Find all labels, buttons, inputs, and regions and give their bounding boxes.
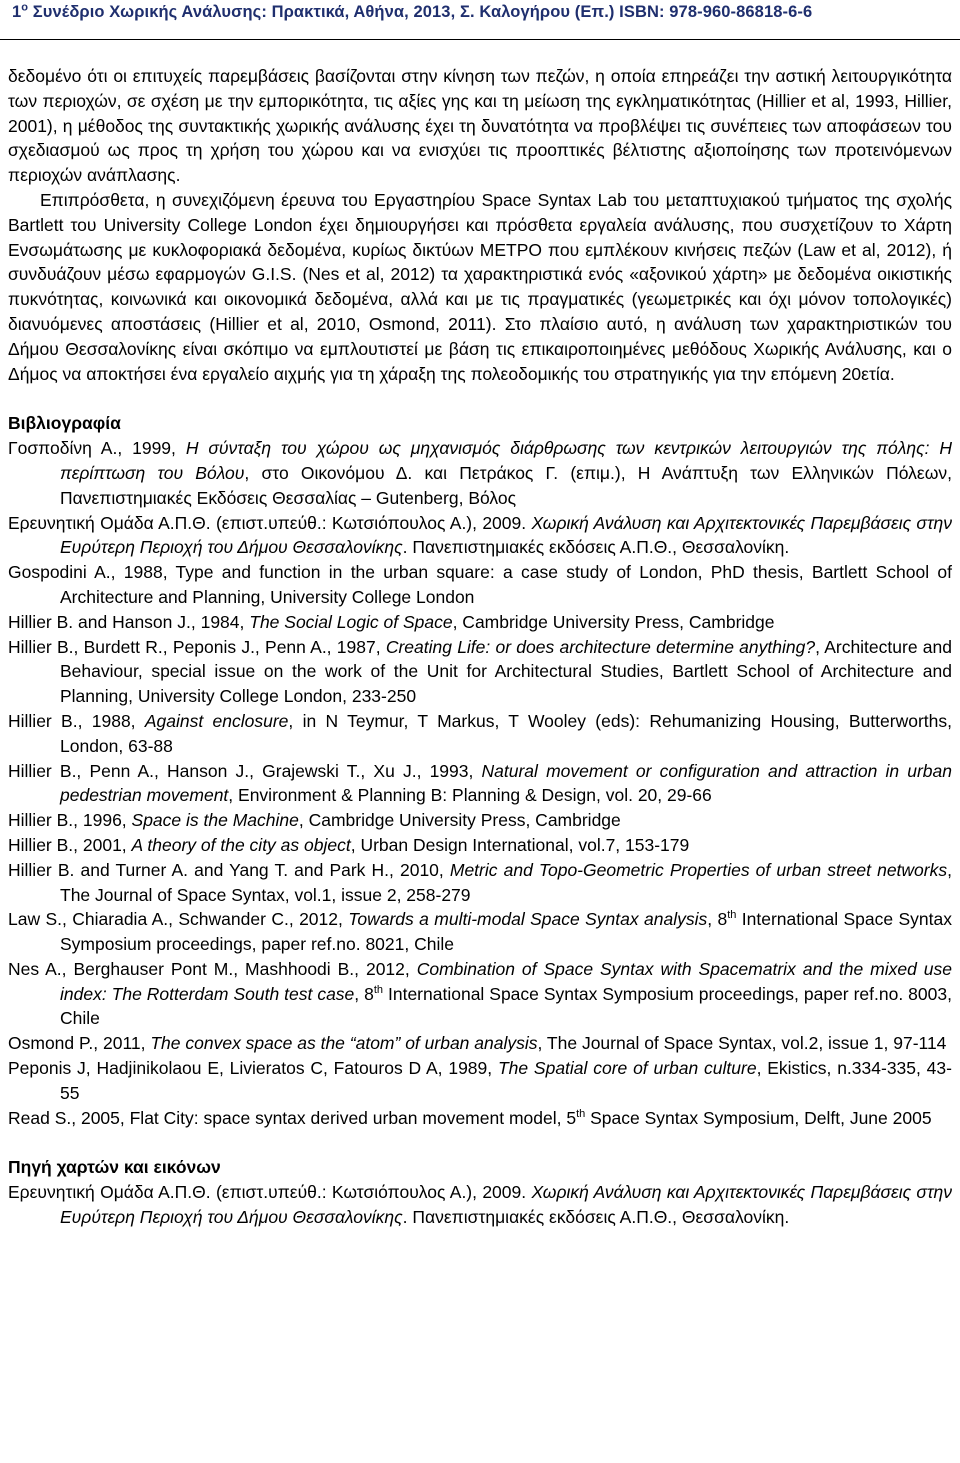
sources-heading: Πηγή χαρτών και εικόνων	[8, 1157, 221, 1178]
reference-text: Γοσποδίνη Α., 1999,	[8, 438, 186, 459]
reference-text: , Cambridge University Press, Cambridge	[452, 611, 775, 632]
reference-superscript: th	[576, 1107, 586, 1120]
reference-entry	[8, 560, 952, 610]
reference-text: Peponis J, Hadjinikolaou E, Livieratos C, Fatouros D A, 1989,	[8, 1058, 498, 1079]
reference-text: Law S., Chiaradia A., Schwander C., 2012,	[8, 909, 349, 930]
reference-text: , Urban Design International, vol.7, 153-179	[350, 834, 690, 855]
reference-text: Ερευνητική Ομάδα Α.Π.Θ. (επιστ.υπεύθ.: Κωτσιόπουλος Α.), 2009.	[8, 512, 532, 533]
reference-title: Towards a multi-modal Space Syntax analysis	[348, 909, 708, 930]
reference-text: . Πανεπιστημιακές εκδόσεις Α.Π.Θ., Θεσσαλονίκη.	[402, 1207, 790, 1228]
reference-entry	[8, 1031, 952, 1056]
bibliography-list	[8, 436, 952, 1130]
reference-text: Hillier B., Burdett R., Peponis J., Penn A., 1987,	[8, 636, 386, 657]
reference-text: Hillier B., 2001,	[8, 834, 132, 855]
reference-entry	[8, 957, 952, 1031]
reference-text: , Cambridge University Press, Cambridge	[298, 810, 621, 831]
reference-text: International Space Syntax Symposium proceedings, paper ref.no. 8021, Chile	[60, 909, 952, 955]
reference-text: , 8	[354, 983, 374, 1004]
reference-entry	[8, 833, 952, 858]
reference-text: , The Journal of Space Syntax, vol.2, issue 1, 97-114	[537, 1033, 947, 1054]
reference-entry	[8, 1180, 952, 1230]
reference-entry	[8, 759, 952, 809]
reference-entry	[8, 1056, 952, 1106]
reference-title: Space is the Machine	[131, 810, 299, 831]
reference-text: Hillier B., Penn A., Hanson J., Grajewski T., Xu J., 1993,	[8, 760, 482, 781]
reference-text: , Architecture and Behaviour, special issue on the work of the Unit for Architectural Studies, Bartlett School of Architecture and Planning, University College London, 233-250	[60, 636, 952, 707]
reference-text: Osmond P., 2011,	[8, 1033, 151, 1054]
reference-entry	[8, 635, 952, 709]
reference-title: The convex space as the “atom” of urban analysis	[150, 1033, 538, 1054]
reference-title: Η σύνταξη του χώρου ως μηχανισμός διάρθρωσης των κεντρικών λειτουργιών της πόλης: Η περίπτωση του Βόλου	[60, 438, 952, 483]
reference-title: Χωρική Ανάλυση και Αρχιτεκτονικές Παρεμβάσεις στην Ευρύτερη Περιοχή του Δήμου Θεσσαλονίκης	[60, 512, 952, 558]
reference-text: Hillier B., 1996,	[8, 810, 132, 831]
reference-title: Creating Life: or does architecture determine anything?	[385, 636, 816, 657]
reference-entry	[8, 907, 952, 957]
reference-text: , Ekistics, n.334-335, 43-55	[60, 1058, 952, 1103]
bibliography-heading: Βιβλιογραφία	[8, 413, 121, 434]
reference-title: Χωρική Ανάλυση και Αρχιτεκτονικές Παρεμβάσεις στην Ευρύτερη Περιοχή του Δήμου Θεσσαλονίκης	[60, 1182, 952, 1228]
reference-text: Gospodini A., 1988, Type and function in the urban square: a case study of London, PhD thesis, Bartlett School of Architecture and Planning, University College London	[8, 562, 952, 607]
running-header	[0, 0, 960, 40]
reference-text: , The Journal of Space Syntax, vol.1, issue 2, 258-279	[60, 859, 952, 905]
reference-entry	[8, 709, 952, 759]
reference-title: The Social Logic of Space	[249, 611, 453, 632]
reference-text: Nes A., Berghauser Pont M., Mashhoodi B., 2012,	[8, 958, 417, 979]
reference-text: Hillier B. and Hanson J., 1984,	[8, 611, 250, 632]
reference-text: Hillier B. and Turner A. and Yang T. and Park H., 2010,	[8, 859, 450, 880]
body-paragraph: Επιπρόσθετα, η συνεχιζόμενη έρευνα του Εργαστηρίου Space Syntax Lab του μεταπτυχιακού τμήματος της σχολής Bartlett του University College London έχει δημιουργήσει και πρόσθετα εργαλεία ανάλυσης, που συσχετίζουν το Χάρτη Ενσωμάτωσης με κυκλοφοριακά δεδομένα, κυρίως δικτύων ΜΕΤΡΟ που εμπλέκουν κινήσεις πεζών (Law et al, 2012), ή συνδυάζουν μέσω εφαρμογών G.I.S. (Nes et al, 2012) τα χαρακτηριστικά ενός «αξονικού χάρτη» με δεδομένα οικιστικής πυκνότητας, κοινωνικά και οικονομικά δεδομένα, αλλά και με τις πραγματικές (γεωμετρικές και όχι μόνον τοπολογικές) διανυόμενες αποστάσεις (Hillier et al, 2010, Osmond, 2011). Στο πλαίσιο αυτό, η ανάλυση των χαρακτηριστικών του Δήμου Θεσσαλονίκης είναι σκόπιμο να εμπλουτιστεί με βάση τις επικαιροποιημένες μεθόδους Χωρικής Ανάλυσης, και ο Δήμος να αποκτήσει ένα εργαλείο αιχμής για τη χάραξη της πολεοδομικής του στρατηγικής για την επόμενη 20ετία.	[8, 189, 952, 384]
reference-entry	[8, 858, 952, 908]
reference-entry	[8, 511, 952, 561]
header-number: 1	[12, 3, 22, 21]
body-paragraph: δεδομένο ότι οι επιτυχείς παρεμβάσεις βασίζονται στην κίνηση των πεζών, η οποία επηρεάζει την αστική λειτουργικότητα των περιοχών, σε σχέση με την εμπορικότητα, τις αξίες γης και τη μείωση της εγκληματικότητας (Hillier et al, 1993, Hillier, 2001), η μέθοδος της συντακτικής χωρικής ανάλυσης έχει τη δυνατότητα να προβλέψει τις συνέπειες των αποφάσεων του σχεδιασμού ως προς τη χρήση του χώρου και να ενισχύει τις προοπτικές βέλτιστης αξιοποίησης των προτεινόμενων περιοχών ανάπλασης.	[8, 66, 952, 186]
reference-entry	[8, 808, 952, 833]
reference-title: Combination of Space Syntax with Spacematrix and the mixed use index: The Rotterdam South test case	[60, 958, 952, 1004]
reference-title: Against enclosure	[144, 710, 289, 731]
reference-text: International Space Syntax Symposium proceedings, paper ref.no. 8003, Chile	[60, 983, 952, 1029]
reference-entry	[8, 436, 952, 510]
reference-entry	[8, 610, 952, 635]
reference-title: Metric and Topo-Geometric Properties of urban street networks	[449, 859, 948, 880]
reference-text: Space Syntax Symposium, Delft, June 2005	[585, 1107, 932, 1128]
sources-list	[8, 1180, 952, 1230]
reference-title: The Spatial core of urban culture	[497, 1058, 757, 1079]
reference-superscript: th	[373, 983, 384, 996]
reference-entry	[8, 1106, 952, 1131]
reference-title: A theory of the city as object	[131, 834, 351, 855]
reference-text: , Environment & Planning B: Planning & Design, vol. 20, 29-66	[228, 785, 712, 806]
header-ordinal: ο	[21, 1, 29, 14]
reference-text: , στο Οικονόμου Δ. και Πετράκος Γ. (επιμ.), Η Ανάπτυξη των Ελληνικών Πόλεων, Πανεπιστημιακές Εκδόσεις Θεσσαλίας – Gutenberg, Βόλος	[60, 462, 952, 508]
reference-text: , in N Teymur, T Markus, T Wooley (eds): Rehumanizing Housing, Butterworths, London, 63-88	[60, 710, 952, 756]
reference-title: Natural movement or configuration and attraction in urban pedestrian movement	[60, 760, 952, 806]
reference-text: , 8	[707, 909, 728, 930]
reference-text: Ερευνητική Ομάδα Α.Π.Θ. (επιστ.υπεύθ.: Κωτσιόπουλος Α.), 2009.	[8, 1182, 532, 1203]
header-text: Συνέδριο Χωρικής Ανάλυσης: Πρακτικά, Αθήνα, 2013, Σ. Καλογήρου (Επ.) ISBN: 978-960-86818-6-6	[28, 3, 813, 21]
reference-text: Hillier B., 1988,	[8, 710, 145, 731]
reference-superscript: th	[727, 909, 737, 922]
reference-text: . Πανεπιστημιακές εκδόσεις Α.Π.Θ., Θεσσαλονίκη.	[402, 537, 790, 558]
reference-text: Read S., 2005, Flat City: space syntax derived urban movement model, 5	[8, 1107, 577, 1128]
page-body	[8, 64, 952, 1230]
